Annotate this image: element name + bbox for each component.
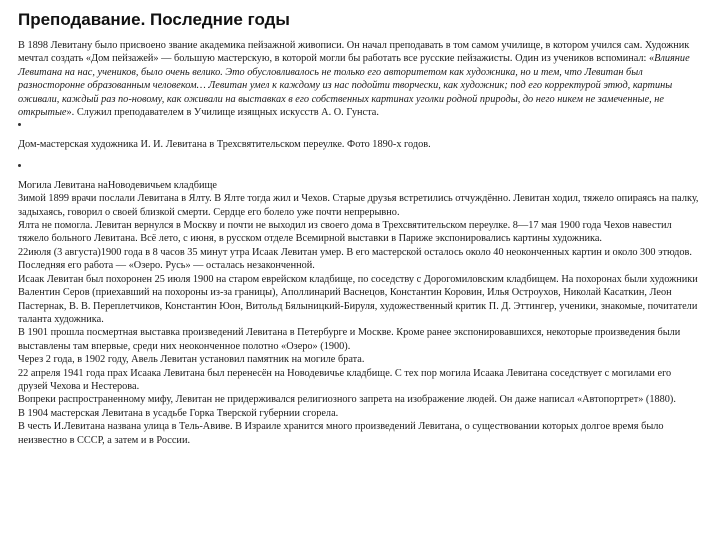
intro-text-end: ». Служил преподавателем в Училище изящных искусств А. О. Гунста. — [66, 107, 379, 119]
paragraph-self-portrait: Вопреки распространенному мифу, Левитан не придерживался религиозного запрета на изображение людей. Он даже написал «Автопортрет» (1880). — [18, 394, 676, 406]
intro-paragraph — [18, 39, 702, 119]
intro-text-start: В 1898 Левитану было присвоено звание академика пейзажной живописи. Он начал преподавать в том самом училище, в котором учился сам. Художник мечтал создать «Дом пейзажей» — большую мастерскую, в которой могли бы работать все русские пейзажисты. Один из учеников вспоминал: « — [18, 40, 690, 65]
paragraph-monument: Через 2 года, в 1902 году, Авель Левитан установил памятник на могиле брата. — [18, 354, 365, 366]
paragraph-death: 22июля (3 августа)1900 года в 8 часов 35 минут утра Исаак Левитан умер. В его мастерской осталось около 40 неоконченных картин и около 300 этюдов. Последняя его работа — «Озеро. Русь» — осталась незаконченной. — [18, 246, 692, 272]
paragraph-reburial: 22 апреля 1941 года прах Исаака Левитана был перенесён на Новодевичье кладбище. С тех пор могила Исаака Левитана соседствует с могилами его друзей Чехова и Нестерова. — [18, 367, 672, 392]
grave-caption: Могила Левитана наНоводевичьем кладбище — [18, 179, 217, 191]
paragraph-return-moscow: Ялта не помогла. Левитан вернулся в Москву и почти не выходил из своего дома в Трехсвятительском переулке. 8—17 мая 1900 года Чехов навестил тяжело больного Левитана. Всё лето, с июня, в русском отделе Всемирной выставки в Париже экспонировались картины художника. — [18, 220, 672, 245]
student-quote: Влияние Левитана на нас, учеников, было очень велико. Это обусловливалось не только его авторитетом как художника, но и тем, что Левитан был разносторонне образованным человеком… Левитан умел к каждому из нас подойти творчески, как художник; под его корректурой этюд, картины оживали, каждый раз по-новому, как оживали на выставках в его собственных картинах уголки родной природы, до него никем не замеченные, не открытые — [18, 53, 690, 119]
paragraph-tel-aviv-street: В честь И.Левитана названа улица в Тель-Авиве. В Израиле хранится много произведений Левитана, о существовании которых долгое время было неизвестно в СССР, а затем и в России. — [18, 421, 664, 446]
photo-caption: Дом-мастерская художника И. И. Левитана в Трехсвятительском переулке. Фото 1890-х годов. — [18, 139, 431, 151]
last-years-section — [18, 179, 702, 447]
page-title: Преподавание. Последние годы — [18, 10, 290, 29]
image-placeholder-bullet-2 — [18, 164, 21, 167]
paragraph-studio-fire: В 1904 мастерская Левитана в усадьбе Горка Тверской губернии сгорела. — [18, 407, 339, 419]
paragraph-yalta: Зимой 1899 врачи послали Левитана в Ялту. В Ялте тогда жил и Чехов. Старые друзья встретились отчуждённо. Левитан ходил, тяжело опираясь на палку, задыхаясь, говорил о своей близкой смерти. Сердце его болело уже почти непрерывно. — [18, 193, 699, 218]
paragraph-posthumous-exhibition: В 1901 прошла посмертная выставка произведений Левитана в Петербурге и Москве. Кроме ранее экспонировавшихся, некоторые произведения были выставлены там впервые, среди них неоконченное полотно «Озеро» (1900). — [18, 327, 681, 352]
image-placeholder-bullet — [18, 123, 21, 126]
paragraph-funeral: Исаак Левитан был похоронен 25 июля 1900 на старом еврейском кладбище, по соседству с Дорогомиловским кладбищем. На похоронах были художники Валентин Серов (приехавший на похороны из-за границы), Аполлинарий Васнецов, Константин Коровин, Илья Остроухов, Николай Касаткин, Леон Пастернак, В. В. Переплетчиков, Константин Юон, Витольд Бялыницкий-Бируля, художественный критик П. Д. Эттингер, ученики, знакомые, почитатели таланта художника. — [18, 273, 698, 325]
